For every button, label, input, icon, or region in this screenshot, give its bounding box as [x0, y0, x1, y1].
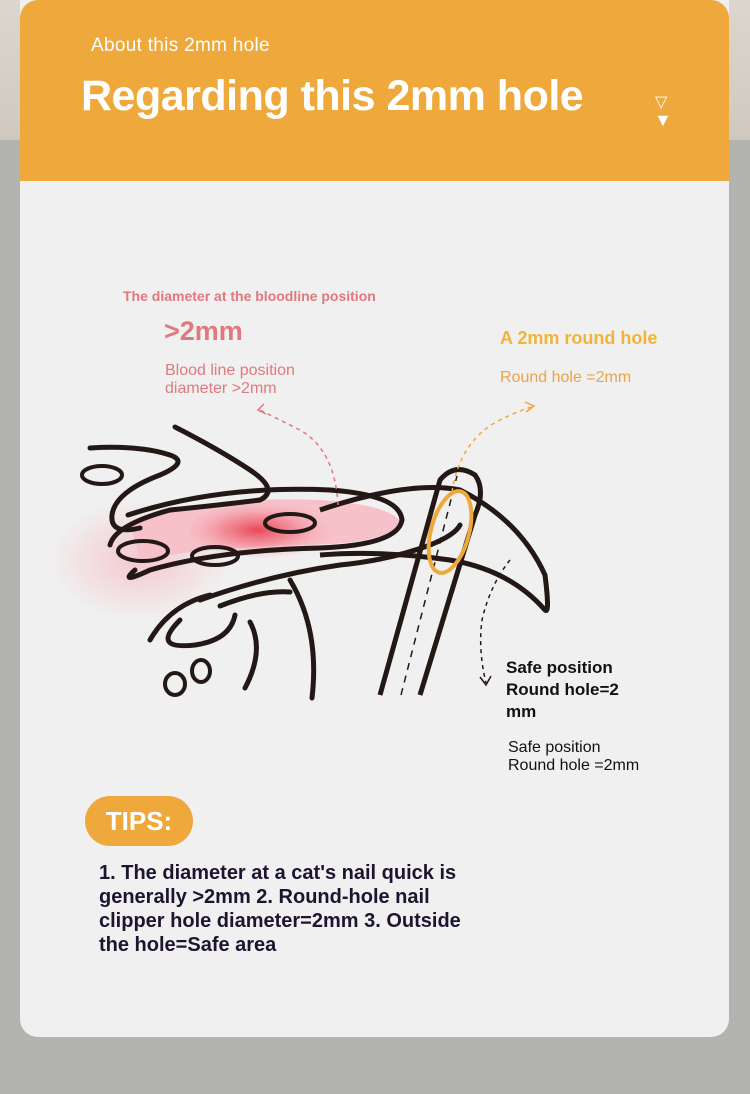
safe-position-label: Safe position Round hole=2 mm: [506, 658, 619, 721]
safe-desc-line2: Round hole =2mm: [508, 757, 640, 774]
header-subtitle: About this 2mm hole: [91, 35, 270, 56]
hole-desc: Round hole =2mm: [500, 369, 632, 386]
safe-arrowhead: [480, 676, 491, 685]
hole-label: A 2mm round hole: [500, 328, 658, 348]
triangle-outline-icon: ▽: [655, 94, 668, 111]
bloodline-desc-line1: Blood line position: [165, 362, 295, 379]
triangle-filled-icon: ▼: [654, 110, 672, 130]
clipper-blade: [380, 470, 481, 695]
bloodline-label: The diameter at the bloodline position: [123, 288, 376, 304]
hole-pointer-arrow: [452, 406, 535, 492]
tips-badge: TIPS:: [85, 796, 193, 846]
bloodline-value: >2mm: [164, 316, 243, 346]
info-card: [20, 0, 729, 1037]
page-title: Regarding this 2mm hole: [81, 72, 584, 120]
bloodline-arrowhead: [258, 404, 266, 414]
safe-desc-line1: Safe position: [508, 739, 601, 756]
tips-text: 1. The diameter at a cat's nail quick is generally >2mm 2. Round-hole nail clipper hole diameter=2mm 3. Outside the hole=Safe area: [99, 862, 461, 956]
bloodline-desc-line2: diameter >2mm: [165, 380, 277, 397]
